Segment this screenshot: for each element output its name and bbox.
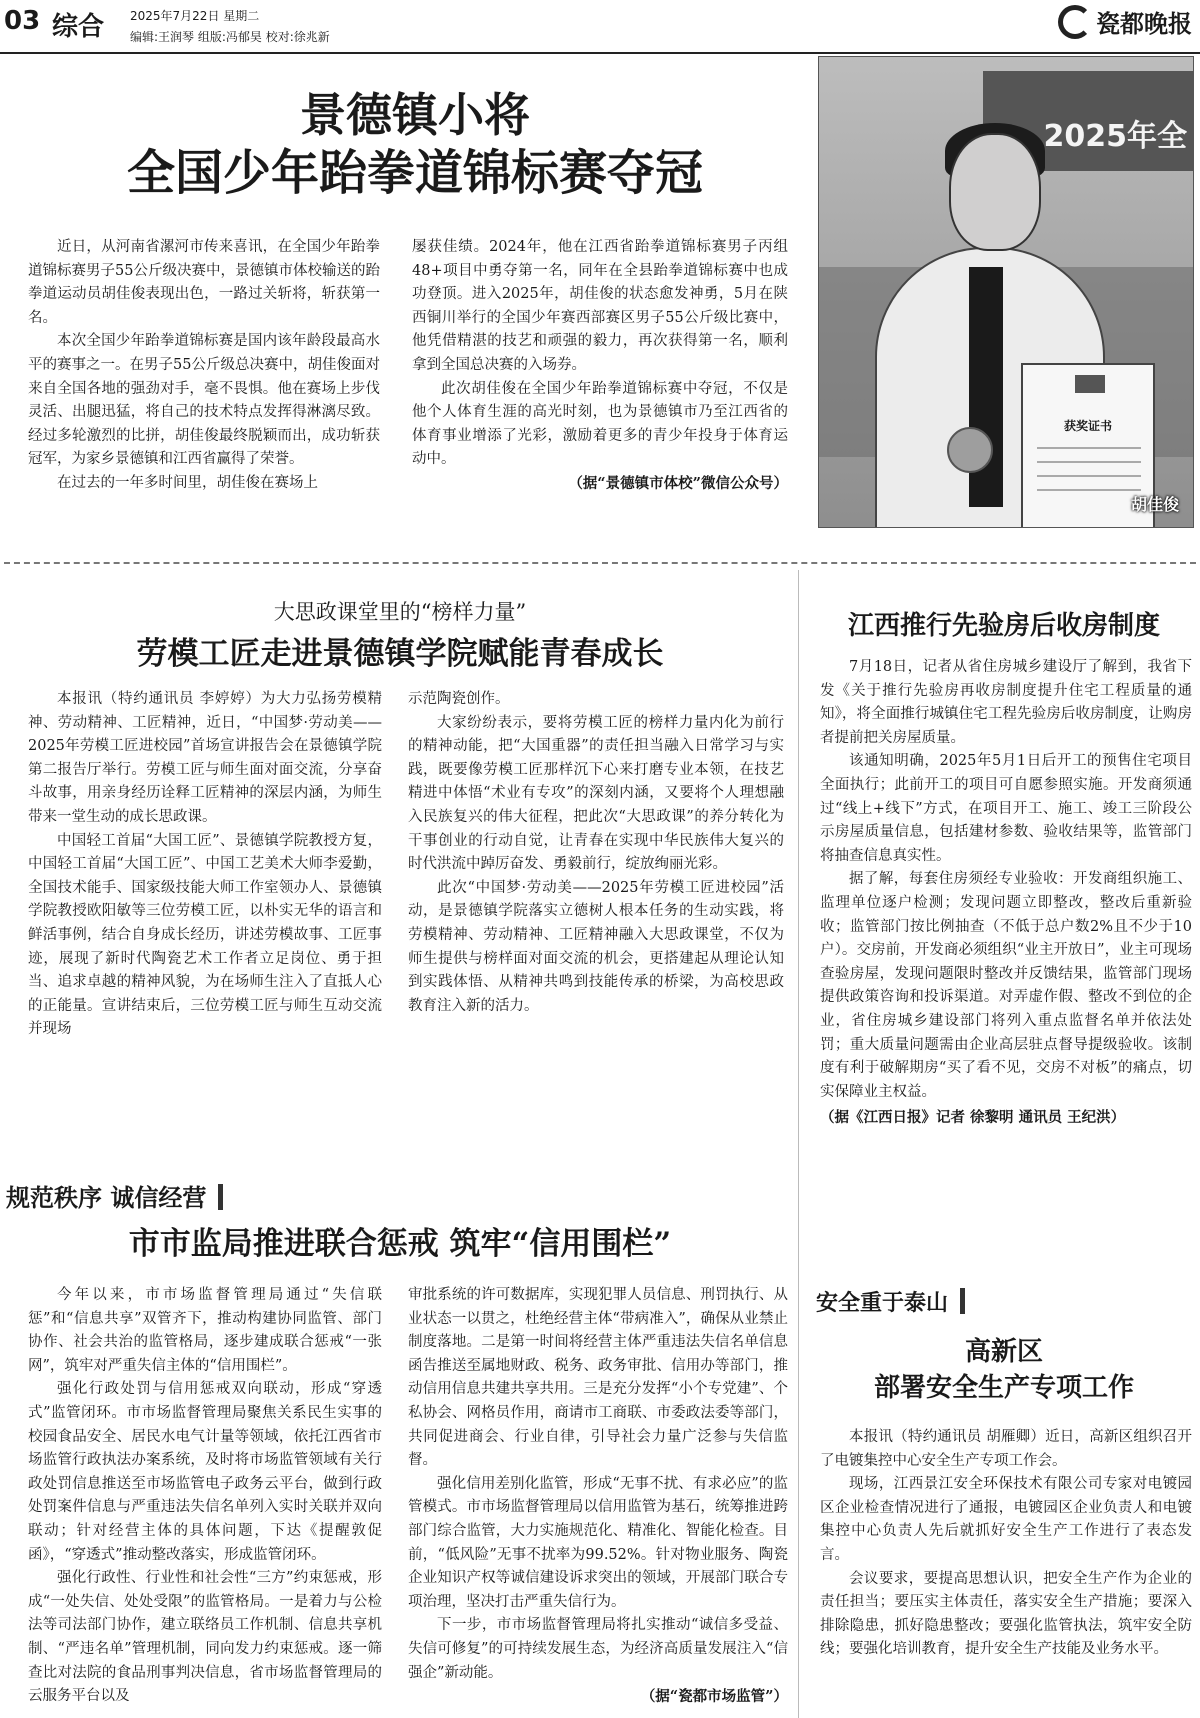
logo-icon [1058,5,1092,39]
page-number: 03 [4,6,41,36]
article1-headline [20,86,810,202]
certificate-text-line [1037,461,1141,463]
article3-source: （据“瓷都市场监管”） [640,1688,788,1706]
flag-icon [1075,375,1105,393]
article2-kicker: 大思政课堂里的“榜样力量” [273,600,527,624]
newspaper-logo [1058,4,1192,39]
article1-title-line2: 全国少年跆拳道锦标赛夺冠 [126,145,703,201]
article5-title-line1: 高新区 [964,1337,1043,1367]
paragraph: 中国轻工首届“大国工匠”、景德镇学院教授方复，中国轻工首届“大国工匠”、中国工艺美术大师李爱勤，全国技术能手、国家级技能大师工作室领办人、景德镇学院教授欧阳敏等三位劳模工匠，以朴实无华的语言和鲜活事例，结合自身成长经历，讲述劳模故事、工匠事迹，展现了新时代陶瓷艺术工作者立足岗位、勇于担当、追求卓越的精神风貌，为在场师生注入了直抵人心的正能量。宣讲结束后，三位劳模工匠与师生互动交流并现场 [28,832,382,1038]
medal-icon [947,427,993,473]
athlete-face [949,133,1041,251]
paragraph: 7月18日，记者从省住房城乡建设厅了解到，我省下发《关于推行先验房再收房制度提升住宅工程质量的通知》，将全面推行城镇住宅工程先验房后收房制度，让购房者提前把关房屋质量。 [820,659,1192,746]
editor-credits: 编辑:王润琴 组版:冯郁昊 校对:徐兆新 [130,30,330,44]
kicker-bar [218,1184,223,1210]
article1-title-line1: 景德镇小将 [300,88,530,142]
article2-headline: 劳模工匠走进景德镇学院赋能青春成长 [136,636,664,672]
column-rule [798,570,799,1718]
kicker-bar [960,1288,965,1314]
certificate-text-line [1037,475,1141,477]
newspaper-name: 瓷都晚报 [1096,9,1192,38]
issue-date: 2025年7月22日 星期二 [130,9,260,23]
paragraph: 此次“中国梦·劳动美——2025年劳模工匠进校园”活动，是景德镇学院落实立德树人根本任务的生动实践，将劳模精神、劳动精神、工匠精神融入大思政课堂，不仅为师生提供与榜样面对面交流的机会，更搭建起从理论认知到实践体悟、从精神共鸣到技能传承的桥梁，为高校思政教育注入新的活力。 [408,879,784,1014]
paragraph: 在过去的一年多时间里，胡佳俊在赛场上 [57,474,318,491]
paragraph: 会议要求，要提高思想认识，把安全生产作为企业的责任担当；要压实主体责任，落实安全生产措施；要深入排除隐患，抓好隐患整改；要强化监管执法，筑牢安全防线；要强化培训教育，提升安全生产技能及业务水平。 [820,1570,1192,1658]
paragraph: 今年以来，市市场监督管理局通过“失信联惩”和“信息共享”双管齐下，推动构建协同监管、部门协作、社会共治的监管格局，逐步建成联合惩戒“一张网”，筑牢对严重失信主体的“信用围栏”。 [28,1287,382,1374]
paragraph: 本报讯（特约通讯员 李婷婷）为大力弘扬劳模精神、劳动精神、工匠精神，近日，“中国梦·劳动美——2025年劳模工匠进校园”首场宣讲报告会在景德镇学院第二报告厅举行。劳模工匠与师生面对面交流，分享奋斗故事，用亲身经历诠释工匠精神的深层内涵，为师生带来一堂生动的成长思政课。 [28,691,382,825]
paragraph: 屡获佳绩。2024年，他在江西省跆拳道锦标赛男子丙组48+项目中勇夺第一名，同年在全县跆拳道锦标赛中也成功登顶。进入2025年，胡佳俊的状态愈发神勇，5月在陕西铜川举行的全国少年赛西部赛区男子55公斤级比赛中，他凭借精湛的技艺和顽强的毅力，再次获得第一名，顺利拿到全国总决赛的入场券。 [412,239,788,373]
article5-title-line2: 部署安全生产专项工作 [873,1373,1134,1403]
kicker-text: 规范秩序 诚信经营 [6,1184,207,1212]
paragraph: 现场，江西景江安全环保技术有限公司专家对电镀园区企业检查情况进行了通报，电镀园区企业负责人和电镀集控中心负责人先后就抓好安全生产工作进行了表态发言。 [820,1476,1192,1563]
paragraph: 据了解，每套住房须经专业验收：开发商组织施工、监理单位逐户检测；发现问题立即整改，整改后重新验收；监管部门按比例抽查（不低于总户数2%且不少于10户）。交房前，开发商必须组织“业主开放日”，业主可现场查验房屋，发现问题限时整改并反馈结果，监管部门现场提供政策咨询和投诉渠道。对弄虚作假、整改不到位的企业，省住房城乡建设部门将列入重点监督名单并依法处罚；重大质量问题需由企业高层驻点督导提级验收。该制度有利于破解期房“买了看不见，交房不对板”的痛点，切实保障业主权益。 [820,871,1192,1100]
paragraph: 示范陶瓷创作。 [408,691,510,707]
article3-column-1 [28,1284,382,1709]
page-header [0,0,1200,54]
paragraph: 大家纷纷表示，要将劳模工匠的榜样力量内化为前行的精神动能，把“大国重器”的责任担当融入日常学习与实践，既要像劳模工匠那样沉下心来打磨专业本领，在技艺精进中体悟“术业有专攻”的深刻内涵，又要将个人理想融入民族复兴的伟大征程，把此次“大思政课”的养分转化为干事创业的行动自觉，让青春在实现中华民族伟大复兴的时代洪流中踔厉奋发、勇毅前行，绽放绚丽光彩。 [408,714,784,873]
certificate-text-line [1037,447,1141,449]
paragraph: 下一步，市市场监督管理局将扎实推动“诚信多受益、失信可修复”的可持续发展生态，为经济高质量发展注入“信强企”新动能。 [408,1617,788,1681]
article2-column-2 [408,688,784,1018]
article2-column-1 [28,688,382,1042]
article3-column-2 [408,1284,788,1709]
article1-column-1 [28,236,380,496]
paragraph: 强化行政处罚与信用惩戒双向联动，形成“穿透式”监管闭环。市市场监督管理局聚焦关系民生实事的校园食品安全、居民水电气计量等领域，依托江西省市场监管行政执法办案系统，及时将市场监管领域有关行政处罚信息推送至市场监管电子政务云平台，做到行政处罚案件信息与严重违法失信名单列入实时关联并双向联动；针对经营主体的具体问题，下达《提醒敦促函》，“穿透式”推动整改落实，形成监管闭环。 [28,1381,382,1563]
certificate-text-line [1037,489,1141,491]
paragraph: 该通知明确，2025年5月1日后开工的预售住宅项目全面执行；此前开工的项目可自愿参照实施。开发商须通过“线上+线下”方式，在项目开工、施工、竣工三阶段公示房屋质量信息，包括建材参数、验收结果等，监管部门将抽查信息真实性。 [820,753,1192,864]
paragraph: 强化行政性、行业性和社会性“三方”约束惩戒，形成“一处失信、处处受限”的监管格局。一是着力与公检法等司法部门协作，建立联络员工作机制、信息共享机制、“严违名单”管理机制，同向发力约束惩戒。逐一筛查比对法院的食品刑事判决信息，省市场监督管理局的云服务平台以及 [28,1570,382,1705]
certificate-title: 获奖证书 [1063,419,1112,433]
paragraph: 此次胡佳俊在全国少年跆拳道锦标赛中夺冠，不仅是他个人体育生涯的高光时刻，也为景德镇市乃至江西省的体育事业增添了光彩，激励着更多的青少年投身于体育运动中。 [412,380,788,468]
article4-headline: 江西推行先验房后收房制度 [847,611,1160,641]
article5-headline [812,1334,1196,1406]
banner-text: 2025年全 [1043,119,1187,154]
section-divider [4,562,1196,564]
article4-body [820,656,1192,1130]
paragraph: 本报讯（特约通讯员 胡雁卿）近日，高新区组织召开了电镀集控中心安全生产专项工作会。 [820,1429,1192,1469]
paragraph: 近日，从河南省漯河市传来喜讯，在全国少年跆拳道锦标赛男子55公斤级决赛中，景德镇市体校输送的跆拳道运动员胡佳俊表现出色，一路过关斩将，斩获第一名。 [28,239,380,326]
section-name: 综合 [52,12,105,42]
article5-body [820,1426,1192,1662]
article5-kicker [816,1286,965,1317]
article1-source: （据“景德镇市体校”微信公众号） [568,474,788,492]
paragraph: 审批系统的许可数据库，实现犯罪人员信息、刑罚执行、从业状态一以贯之，杜绝经营主体“带病准入”，确保从业禁止制度落地。二是第一时间将经营主体严重违法失信名单信息函告推送至属地财政、税务、政务审批、信用办等部门，推动信用信息共建共享共用。三是充分发挥“小个专党建”、个私协会、网格员作用，商请市工商联、市委政法委等部门，共同促进商会、行业自律，引导社会力量广泛参与失信监督。 [408,1287,788,1469]
kicker-text: 安全重于泰山 [816,1291,949,1316]
article3-kicker [6,1178,223,1213]
article3-headline: 市市监局推进联合惩戒 筑牢“信用围栏” [128,1226,672,1262]
photo-caption: 胡佳俊 [1130,495,1179,514]
paragraph: 本次全国少年跆拳道锦标赛是国内该年龄段最高水平的赛事之一。在男子55公斤级总决赛中，胡佳俊面对来自全国各地的强劲对手，毫不畏惧。他在赛场上步伐灵活、出腿迅猛，将自己的技术特点发挥得淋漓尽致。经过多轮激烈的比拼，胡佳俊最终脱颖而出，成功斩获冠军，为家乡景德镇和江西省赢得了荣誉。 [28,333,380,468]
athlete-photo [818,56,1194,528]
paragraph: 强化信用差别化监管，形成“无事不扰、有求必应”的监管模式。市市场监督管理局以信用监管为基石，统筹推进跨部门综合监管，大力实施规范化、精准化、智能化检查。目前，“低风险”无事不扰率为99.52%。针对物业服务、陶瓷企业知识产权等诚信建设诉求突出的领域，开展部门联合专项治理，坚决打击严重失信行为。 [408,1475,788,1610]
article1-column-2 [412,236,788,496]
article4-source: （据《江西日报》记者 徐黎明 通讯员 王纪洪） [820,1109,1126,1127]
